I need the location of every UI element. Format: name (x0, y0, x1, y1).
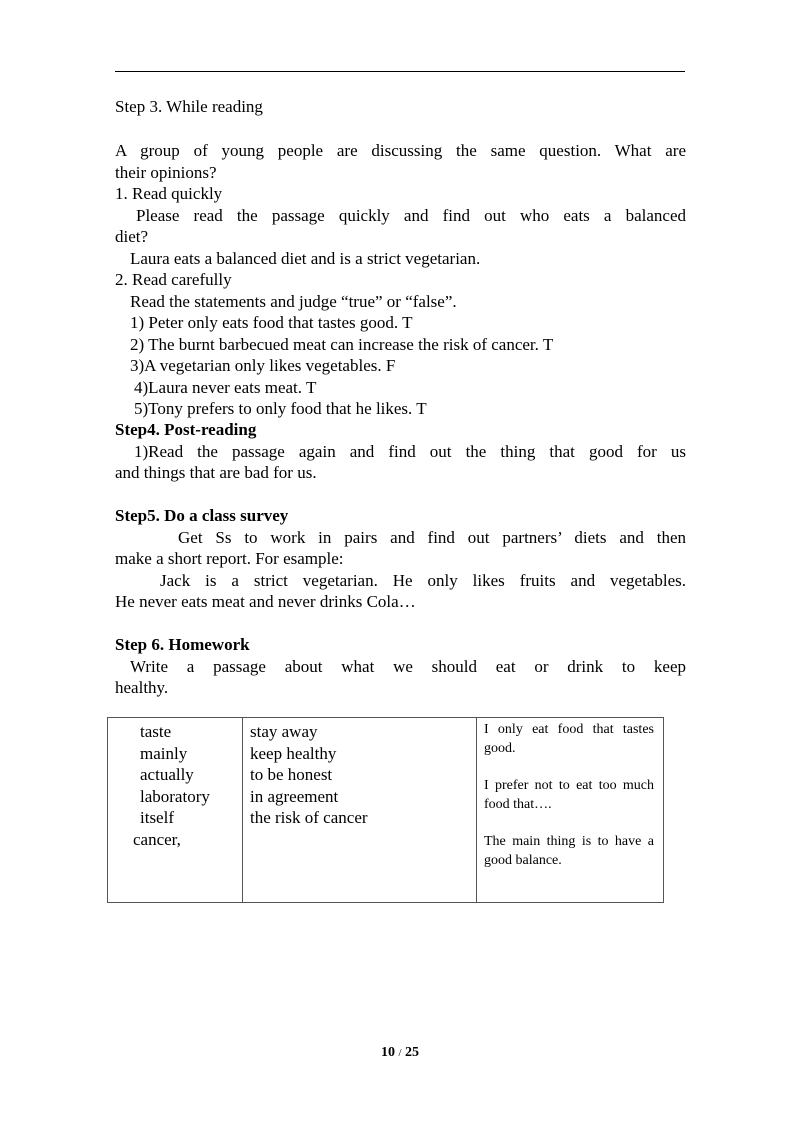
read-quickly-instruction-line2: diet? (115, 227, 149, 246)
step5-line1: Get Ss to work in pairs and find out partners’ diets and then (178, 528, 686, 547)
read-carefully-heading: 2. Read carefully (115, 270, 232, 289)
read-carefully-instruction: Read the statements and judge “true” or “false”. (130, 292, 457, 311)
word-item: actually (140, 765, 194, 784)
page-number (0, 1045, 800, 1061)
phrase-item: in agreement (250, 786, 339, 806)
phrase-item: the risk of cancer (250, 808, 368, 827)
statement-item: 1) Peter only eats food that tastes good. T (130, 313, 413, 332)
table-row (108, 718, 664, 903)
phrase-item: stay away (250, 722, 318, 741)
phrase-item: to be honest (250, 765, 333, 784)
word-item: cancer, (133, 829, 181, 849)
step3-intro-line2: their opinions? (115, 163, 217, 182)
word-list-cell (108, 718, 243, 903)
sentence-item: I prefer not to eat too much food that…. (484, 778, 654, 812)
step6-line2: healthy. (115, 678, 169, 697)
step3-intro-line1: A group of young people are discussing the same question. What are (115, 141, 686, 160)
statement-item: 2) The burnt barbecued meat can increase the risk of cancer. T (130, 335, 554, 354)
word-item: mainly (140, 743, 188, 763)
step4-line2: and things that are bad for us. (115, 463, 317, 482)
sentence-list-cell (477, 718, 664, 903)
step3-title: Step 3. While reading (115, 97, 263, 116)
step5-line2: make a short report. For esample: (115, 549, 344, 568)
page-separator: / (398, 1047, 402, 1059)
step6-line1: Write a passage about what we should eat or drink to keep (130, 657, 686, 676)
header-rule (115, 71, 685, 72)
step5-line4: He never eats meat and never drinks Cola… (115, 592, 416, 611)
statement-item: 3)A vegetarian only likes vegetables. F (130, 356, 396, 375)
total-pages: 25 (405, 1045, 420, 1060)
current-page: 10 (380, 1045, 395, 1060)
phrase-list-cell (243, 718, 477, 903)
step4-line1: 1)Read the passage again and find out the thing that good for us (134, 442, 686, 461)
read-quickly-instruction-line1: Please read the passage quickly and find out who eats a balanced (136, 206, 686, 225)
vocab-table (107, 717, 664, 903)
read-quickly-heading: 1. Read quickly (115, 184, 223, 203)
step4-title: Step4. Post-reading (115, 420, 257, 439)
step5-title: Step5. Do a class survey (115, 506, 289, 525)
sentence-item: The main thing is to have a good balance. (484, 834, 654, 868)
word-item: taste (140, 722, 172, 741)
phrase-item: keep healthy (250, 743, 337, 763)
statement-item: 5)Tony prefers to only food that he likes. T (134, 399, 427, 418)
statement-item: 4)Laura never eats meat. T (134, 378, 317, 397)
step5-line3: Jack is a strict vegetarian. He only likes fruits and vegetables. (160, 571, 686, 590)
word-item: itself (140, 808, 174, 827)
read-quickly-answer: Laura eats a balanced diet and is a strict vegetarian. (130, 249, 481, 268)
step6-title: Step 6. Homework (115, 635, 250, 654)
sentence-item: I only eat food that tastes good. (484, 722, 654, 756)
word-item: laboratory (140, 786, 210, 806)
